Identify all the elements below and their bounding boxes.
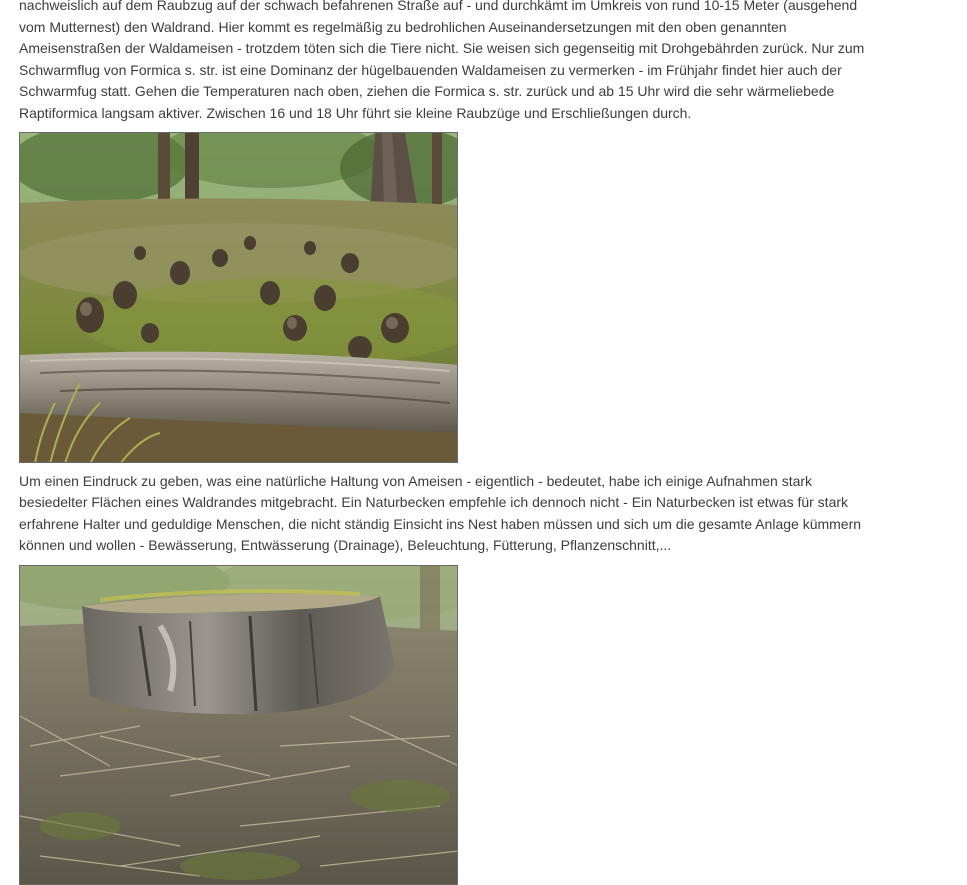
- article-content: [19, 0, 919, 885]
- forest-floor-photo: [19, 132, 458, 463]
- article-paragraph-1: nachweislich auf dem Raubzug auf der schwach befahrenen Straße auf - und durchkämt im Umkreis von rund 10-15 Meter (ausgehend vom Mutternest) den Waldrand. Hier kommt es regelmäßig zu bedrohlichen Auseinandersetzungen mit den oben genannten Ameisenstraßen der Waldameisen - trotzdem töten sich die Tiere nicht. Sie weisen sich gegenseitig mit Drohgebährden zurück. Nur zum Schwarmflug von Formica s. str. ist eine Dominanz der hügelbauenden Waldameisen zu vermerken - im Frühjahr findet hier auch der Schwarmfug statt. Gehen die Temperaturen nach oben, ziehen die Formica s. str. zurück und ab 15 Uhr wird die sehr wärmeliebede Raptiformica langsam aktiver. Zwischen 16 und 18 Uhr führt sie kleine Raubzüge und Erschließungen durch.: [19, 0, 865, 121]
- tree-stump-photo: [19, 565, 458, 885]
- article-paragraph-2: Um einen Eindruck zu geben, was eine natürliche Haltung von Ameisen - eigentlich - bedeutet, habe ich einige Aufnahmen stark besiedelter Flächen eines Waldrandes mitgebracht. Ein Naturbecken empfehle ich dennoch nicht - Ein Naturbecken ist etwas für stark erfahrene Halter und geduldige Menschen, die nicht ständig Einsicht ins Nest haben müssen und sich um die gesamte Anlage kümmern können und wollen - Bewässerung, Entwässerung (Drainage), Beleuchtung, Fütterung, Pflanzenschnitt,...: [19, 472, 862, 554]
